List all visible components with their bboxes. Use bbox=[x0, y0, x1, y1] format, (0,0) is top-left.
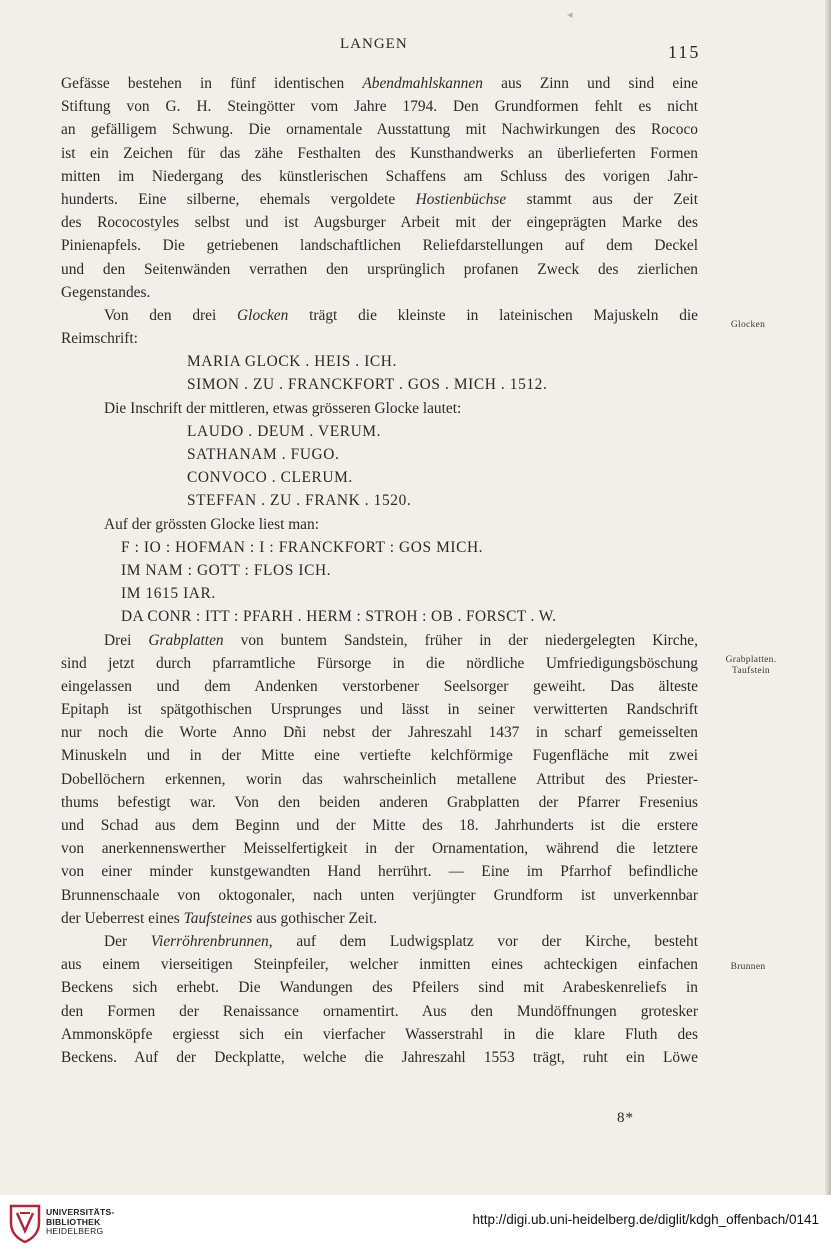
signature-mark: 8* bbox=[617, 1110, 634, 1126]
text-line bbox=[61, 188, 698, 211]
inscription-line: MARIA GLOCK . HEIS . ICH. bbox=[187, 353, 397, 371]
university-crest-icon bbox=[8, 1203, 42, 1243]
text-run: stammt aus der Zeit bbox=[506, 190, 698, 208]
text-run: von buntem Sandstein, früher in der niedergelegten Kirche, bbox=[223, 631, 698, 649]
footer-bar bbox=[0, 1195, 831, 1253]
text-line: Epitaph ist spätgothischen Ursprunges und lässt in seiner verwitterten Randschrift bbox=[61, 701, 698, 719]
text-line: den Formen der Renaissance ornamentirt. Aus den Mundöffnungen grotesker bbox=[61, 1002, 698, 1020]
text-line: eingelassen und dem Andenken verstorbener Seelsorger geweiht. Das älteste bbox=[61, 677, 698, 695]
inscription-line: SIMON . ZU . FRANCKFORT . GOS . MICH . 1512. bbox=[187, 376, 548, 394]
scan-edge-shadow bbox=[825, 0, 831, 1195]
text-line: nur noch die Worte Anno Dñi nebst der Jahreszahl 1437 in scharf gemeisselten bbox=[61, 724, 698, 742]
text-run: Drei bbox=[104, 631, 149, 649]
margin-note-grabplatten bbox=[714, 655, 788, 677]
text-line: Die Inschrift der mittleren, etwas grösseren Glocke lautet: bbox=[104, 399, 462, 417]
margin-note-line: Grabplatten. bbox=[725, 655, 777, 665]
library-name bbox=[46, 1208, 115, 1237]
inscription-line: STEFFAN . ZU . FRANK . 1520. bbox=[187, 492, 412, 510]
running-head: LANGEN bbox=[340, 36, 408, 52]
text-line bbox=[61, 304, 698, 327]
text-line: sind jetzt durch pfarramtliche Fürsorge in die nördliche Umfriedigungsböschung bbox=[61, 654, 698, 672]
emphasis-term: Abendmahlskannen bbox=[362, 75, 483, 92]
text-line: Pinienapfels. Die getriebenen landschaftlichen Reliefdarstellungen auf dem Deckel bbox=[61, 237, 698, 255]
inscription-line: SATHANAM . FUGO. bbox=[187, 446, 340, 463]
text-line: Beckens sich erhebt. Die Wandungen des Pfeilers sind mit Arabeskenreliefs in bbox=[61, 979, 698, 997]
text-line: des Rococostyles selbst und ist Augsburger Arbeit mit der eingeprägten Marke des bbox=[61, 214, 698, 232]
text-line: Dobellöchern erkennen, worin das wahrscheinlich metallene Attribut des Priester- bbox=[61, 770, 698, 788]
emphasis-term: Glocken bbox=[237, 306, 289, 324]
text-line: Gegenstandes. bbox=[61, 283, 151, 301]
text-run: hunderts. Eine silberne, ehemals vergoldete bbox=[61, 190, 416, 208]
text-line: Minuskeln und in der Mitte eine vertiefte kelchförmige Fugenfläche mit zwei bbox=[61, 747, 698, 765]
text-line: Brunnenschaale von oktogonaler, nach unten verjüngter Grundform ist unverkennbar bbox=[61, 886, 698, 904]
text-run: Gefässe bestehen in fünf identischen bbox=[61, 75, 363, 92]
library-name-line: UNIVERSITÄTS- bbox=[46, 1207, 115, 1217]
text-line: von anerkennenswerther Meisselfertigkeit in der Ornamentation, während die letztere bbox=[61, 840, 698, 858]
inscription-line: IM 1615 IAR. bbox=[121, 585, 216, 603]
emphasis-term: Hostienbüchse bbox=[415, 190, 507, 208]
text-line: Ammonsköpfe ergiesst sich ein vierfacher Wasserstrahl in die klare Fluth des bbox=[61, 1025, 698, 1043]
text-run: aus gothischer Zeit. bbox=[252, 909, 378, 927]
text-line bbox=[61, 629, 698, 652]
text-line bbox=[61, 930, 698, 953]
text-line: thums befestigt war. Von den beiden anderen Grabplatten der Pfarrer Fresenius bbox=[61, 793, 698, 811]
text-run: , auf dem Ludwigsplatz vor der Kirche, besteht bbox=[268, 932, 698, 950]
text-run: Der bbox=[104, 932, 151, 950]
text-line: Reimschrift: bbox=[61, 330, 138, 348]
text-line: Stiftung von G. H. Steingötter vom Jahre 1794. Den Grundformen fehlt es nicht bbox=[61, 98, 698, 116]
margin-note-brunnen: Brunnen bbox=[730, 962, 766, 972]
text-line bbox=[61, 907, 698, 930]
margin-note-glocken: Glocken bbox=[730, 320, 766, 330]
library-name-line: BIBLIOTHEK bbox=[46, 1216, 101, 1227]
text-line: Beckens. Auf der Deckplatte, welche die Jahreszahl 1553 trägt, ruht ein Löwe bbox=[61, 1048, 698, 1066]
inscription-line: CONVOCO . CLERUM. bbox=[187, 469, 353, 487]
text-line: aus einem vierseitigen Steinpfeiler, welcher inmitten eines achteckigen einfachen bbox=[61, 956, 698, 974]
text-line: ist ein Zeichen für das zähe Festhalten des Kunsthandwerks an überlieferten Formen bbox=[61, 144, 698, 162]
text-line: und den Seitenwänden verrathen den ursprünglich profanen Zweck des zierlichen bbox=[61, 260, 698, 278]
emphasis-term: Taufsteines bbox=[183, 909, 253, 927]
body-text bbox=[61, 72, 698, 1069]
library-name-line: HEIDELBERG bbox=[46, 1226, 104, 1236]
scan-mark-icon: ◂ bbox=[567, 9, 573, 21]
inscription-line: IM NAM : GOTT : FLOS ICH. bbox=[121, 561, 332, 579]
text-line: mitten im Niedergang des künstlerischen Schaffens am Schluss des vorigen Jahr- bbox=[61, 167, 698, 185]
page-number: 115 bbox=[668, 42, 701, 62]
emphasis-term: Grabplatten bbox=[148, 631, 224, 649]
margin-note-line: Taufstein bbox=[732, 666, 770, 676]
text-line: Auf der grössten Glocke liest man: bbox=[104, 515, 319, 533]
inscription-line: LAUDO . DEUM . VERUM. bbox=[187, 422, 382, 440]
text-run: der Ueberrest eines bbox=[61, 909, 184, 927]
text-run: trägt die kleinste in lateinischen Majuskeln die bbox=[288, 306, 698, 324]
inscription-line: DA CONR : ITT : PFARH . HERM : STROH : OB . FORSCT . W. bbox=[121, 608, 557, 626]
text-run: aus Zinn und sind eine bbox=[482, 75, 698, 92]
emphasis-term: Vierröhrenbrunnen bbox=[150, 932, 269, 950]
permalink-url[interactable]: http://digi.ub.uni-heidelberg.de/diglit/kdgh_offenbach/0141 bbox=[472, 1212, 819, 1227]
inscription-line: F : IO : HOFMAN : I : FRANCKFORT : GOS MICH. bbox=[121, 538, 484, 556]
text-line: an gefälligem Schwung. Die ornamentale Ausstattung mit Nachwirkungen des Rococo bbox=[61, 121, 698, 139]
text-line: von einer minder kunstgewandten Hand herrührt. — Eine im Pfarrhof befindliche bbox=[61, 863, 698, 881]
text-run: Von den drei bbox=[104, 306, 238, 324]
text-line bbox=[61, 72, 698, 95]
text-line: und Schad aus dem Beginn und der Mitte des 18. Jahrhunderts ist die erstere bbox=[61, 817, 698, 834]
